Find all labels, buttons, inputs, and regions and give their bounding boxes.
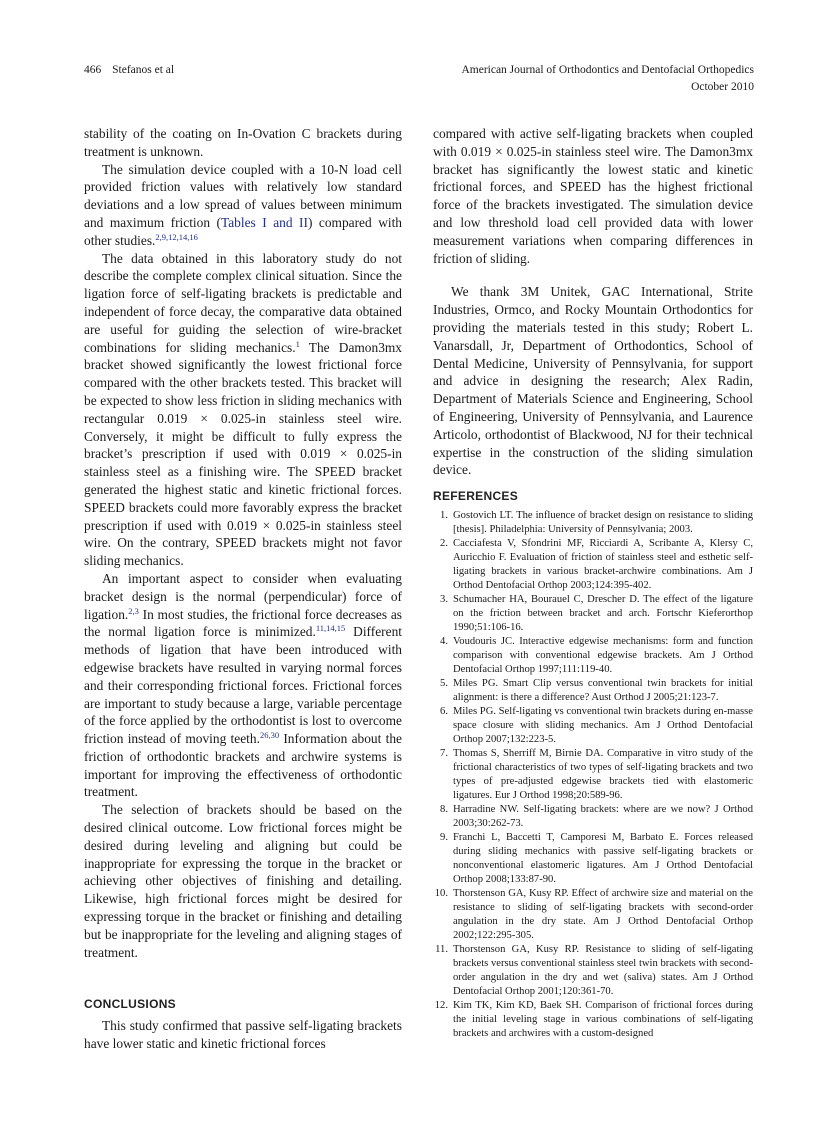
- paragraph-normal-force: [84, 570, 402, 801]
- text: In most studies, the frictional force decreases as the normal ligation force is minimized.: [84, 606, 402, 640]
- citation-superscript[interactable]: 2,9,12,14,16: [155, 231, 198, 242]
- reference-item: [433, 705, 753, 747]
- page-number: 466: [84, 64, 102, 76]
- reference-item: [433, 747, 753, 803]
- reference-list: [433, 509, 753, 1041]
- reference-number: 10.: [434, 888, 448, 900]
- reference-text: Schumacher HA, Bourauel C, Drescher D. The effect of the ligature on the friction between bracket and arch. Fortschr Kieferorthop 1990;51:106-16.: [453, 594, 753, 634]
- reference-number: 2.: [440, 538, 448, 550]
- reference-text: Thorstenson GA, Kusy RP. Resistance to sliding of self-ligating brackets versus conventional stainless steel twin brackets with second-order angulation in the dry and wet (saliva) states. Am J Orthod Dentofacial Orthop 2001;120:361-70.: [453, 944, 753, 998]
- reference-item: [433, 943, 753, 999]
- reference-number: 11.: [435, 944, 448, 956]
- reference-text: Thomas S, Sherriff M, Birnie DA. Comparative in vitro study of the frictional characteristics of two types of self-ligating brackets and two types of pre-adjusted edgewise brackets tied with elastomeric ligatures. Eur J Orthod 1998;20:589-96.: [453, 748, 753, 802]
- text: The data obtained in this laboratory study do not describe the complete complex clinical situation. Since the ligation force of self-ligating brackets is predictable and independent of force decay, the comparative data obtained are useful for guiding the selection of wire-bracket combinations for sliding mechanics.: [84, 250, 402, 355]
- citation-superscript[interactable]: 11,14,15: [315, 623, 346, 634]
- text: Different methods of ligation that have been introduced with edgewise brackets have resulted in varying normal forces and their corresponding frictional forces. Frictional forces are important to study because a large, variable percentage of the force applied by the orthodontist is lost to overcome friction instead of moving teeth.: [84, 624, 402, 747]
- text: Information about the friction of orthodontic brackets and archwire systems is important for improving the effectiveness of orthodontic treatment.: [84, 731, 402, 800]
- reference-item: [433, 999, 753, 1041]
- reference-item: [433, 831, 753, 887]
- reference-item: [433, 635, 753, 677]
- citation-superscript[interactable]: 2,3: [128, 605, 139, 616]
- reference-item: [433, 803, 753, 831]
- paragraph-conclusions: This study confirmed that passive self-ligating brackets have lower static and kinetic frictional forces: [84, 1018, 402, 1052]
- text: The simulation device coupled with a 10-N load cell provided friction values with relatively low standard deviations and a low spread of values between minimum and maximum friction (: [84, 161, 402, 230]
- reference-text: Miles PG. Smart Clip versus conventional twin brackets for initial alignment: is there a difference? Aust Orthod J 2005;21:123-7.: [453, 678, 753, 704]
- citation-superscript[interactable]: 26,30: [259, 730, 280, 741]
- reference-number: 6.: [440, 706, 448, 718]
- reference-text: Gostovich LT. The influence of bracket design on resistance to sliding [thesis]. Philadelphia: University of Pennsylvania; 2003.: [453, 510, 753, 536]
- reference-number: 3.: [440, 594, 448, 606]
- running-head-right: [461, 62, 754, 96]
- journal-title: American Journal of Orthodontics and Dentofacial Orthopedics: [461, 64, 754, 76]
- reference-text: Voudouris JC. Interactive edgewise mechanisms: form and function comparison with conventional edgewise brackets. Am J Orthod Dentofacial Orthop 1997;111:119-40.: [453, 636, 753, 676]
- paragraph-conclusions-continued: compared with active self-ligating brackets when coupled with 0.019 × 0.025-in stainless steel wire. The Damon3mx bracket has significantly the lowest static and kinetic frictional forces, and SPEED has the highest frictional force of the brackets investigated. The simulation device and low threshold load cell provided data with lower measurement variations when comparing differences in friction of sliding.: [433, 126, 753, 266]
- issue-date: October 2010: [691, 81, 754, 93]
- reference-text: Thorstenson GA, Kusy RP. Effect of archwire size and material on the resistance to sliding of self-ligating brackets with second-order angulation in the dry state. Am J Orthod Dentofacial Orthop 2002;122:295-305.: [453, 888, 753, 942]
- reference-number: 1.: [440, 510, 448, 522]
- right-column: [433, 125, 753, 1041]
- reference-number: 5.: [440, 678, 448, 690]
- reference-text: Harradine NW. Self-ligating brackets: where are we now? J Orthod 2003;30:262-73.: [453, 804, 753, 830]
- reference-text: Franchi L, Baccetti T, Camporesi M, Barbato E. Forces released during sliding mechanics with passive self-ligating brackets or nonconventional elastomeric ligatures. Am J Orthod Dentofacial Orthop 2008;133:87-90.: [453, 832, 753, 886]
- text: An important aspect to consider when evaluating bracket design is the normal (perpendicular) force of ligation.: [84, 570, 402, 622]
- text: The Damon3mx bracket showed significantly the lowest frictional force compared with the other brackets tested. This bracket will be expected to show less friction in sliding mechanics with rectangular 0.019 × 0.025-in stainless steel wire. Conversely, it might be difficult to fully express the bracket’s prescription if used with 0.019 × 0.025-in stainless steel as a finishing wire. The SPEED bracket generated the highest static and kinetic frictional forces. SPEED brackets could more favorably express the bracket prescription if used with 0.019 × 0.025-in stainless steel wire. On the contrary, SPEED brackets might not favor sliding mechanics.: [84, 339, 403, 569]
- paragraph-coating-stability: stability of the coating on In-Ovation C brackets during treatment is unknown.: [84, 126, 402, 159]
- left-column: [84, 125, 402, 1053]
- paragraph-simulation-device: [84, 161, 402, 250]
- reference-number: 8.: [440, 804, 448, 816]
- reference-text: Miles PG. Self-ligating vs conventional twin brackets during en-masse space closure with sliding mechanics. Am J Orthod Dentofacial Orthop 2007;132:223-5.: [453, 706, 753, 746]
- reference-text: Cacciafesta V, Sfondrini MF, Ricciardi A, Scribante A, Klersy C, Auricchio F. Evaluation of friction of stainless steel and esthetic self-ligating brackets in various bracket-archwire combinations. Am J Orthod Dentofacial Orthop 2003;124:395-402.: [453, 538, 753, 592]
- citation-superscript[interactable]: 1: [295, 338, 300, 349]
- paragraph-bracket-selection: The selection of brackets should be based on the desired clinical outcome. Low frictional forces might be desired during leveling and aligning but could be inappropriate for expressing the torque in the bracket or achieving other objectives of finishing and detailing. Likewise, high frictional forces might be desired for expressing torque in the bracket or finishing and detailing but be inappropriate for the leveling and aligning stages of treatment.: [84, 802, 402, 960]
- reference-item: [433, 509, 753, 537]
- reference-item: [433, 537, 753, 593]
- paragraph-laboratory-data: [84, 250, 402, 570]
- reference-text: Kim TK, Kim KD, Baek SH. Comparison of frictional forces during the initial leveling stage in various combinations of self-ligating brackets and archwires with a custom-designed: [453, 1000, 753, 1040]
- references-heading: REFERENCES: [433, 489, 519, 504]
- tables-link[interactable]: Tables I and II: [221, 214, 308, 230]
- acknowledgments: We thank 3M Unitek, GAC International, Strite Industries, Ormco, and Rocky Mountain Orthodontics for providing the materials tested in this study; Robert L. Vanarsdall, Jr, Department of Orthodontics, School of Dental Medicine, University of Pennsylvania, for support and advice in designing the research; Alex Radin, Department of Materials Science and Engineering, School of Engineering, University of Pennsylvania, and Laurence Articolo, orthodontist of Blackwood, NJ for their technical expertise in the construction of the sliding simulation device.: [433, 284, 753, 478]
- reference-number: 4.: [440, 636, 448, 648]
- conclusions-heading: CONCLUSIONS: [84, 997, 176, 1012]
- reference-number: 9.: [440, 832, 448, 844]
- running-head-left: [84, 62, 174, 79]
- running-head-authors: Stefanos et al: [112, 64, 175, 76]
- reference-item: [433, 593, 753, 635]
- reference-number: 7.: [440, 748, 448, 760]
- text: ) compared with other studies.: [84, 214, 402, 248]
- reference-item: [433, 887, 753, 943]
- reference-number: 12.: [434, 1000, 448, 1012]
- reference-item: [433, 677, 753, 705]
